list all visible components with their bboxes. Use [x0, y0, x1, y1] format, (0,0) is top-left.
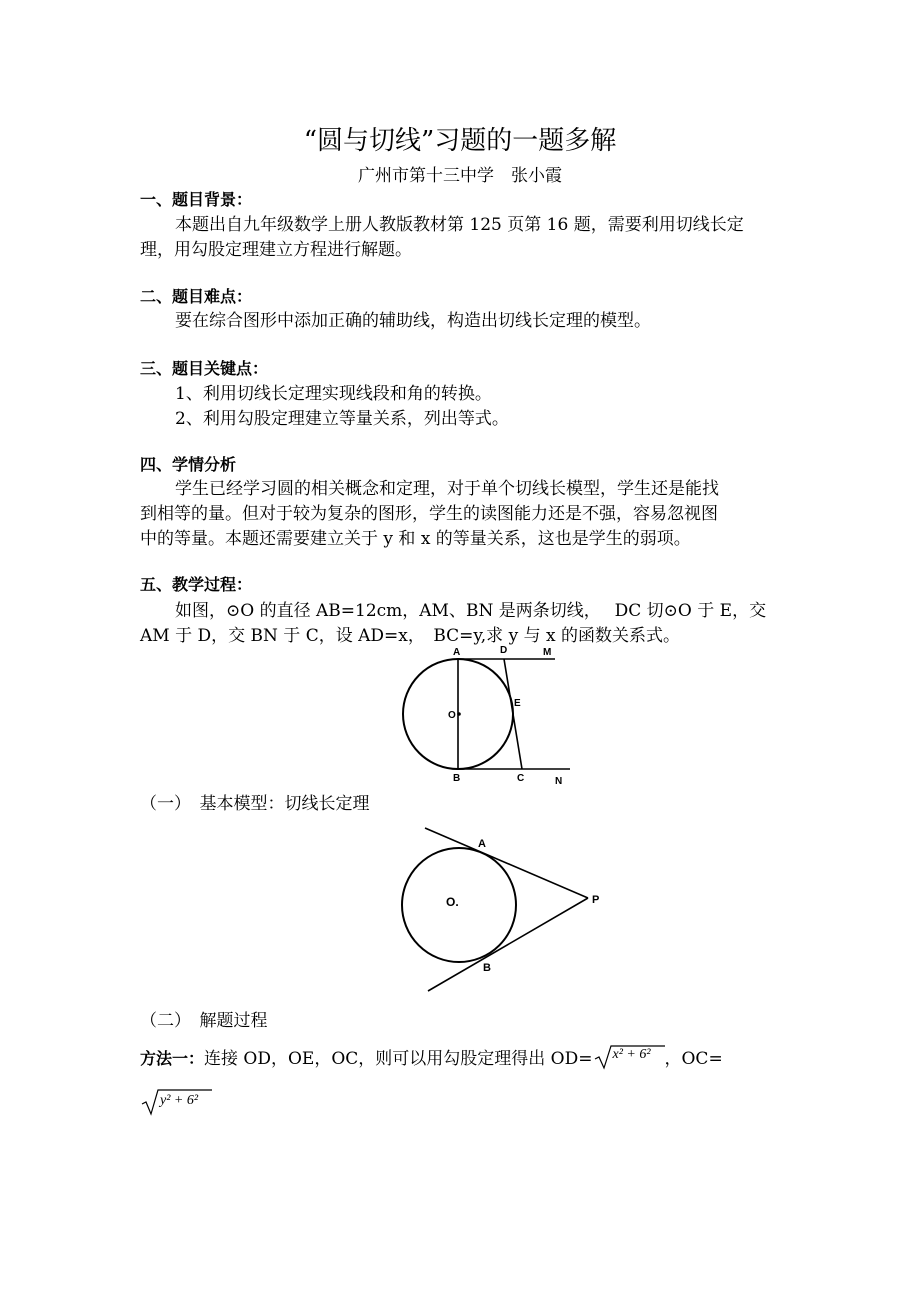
- method-1-label: 方法一：: [140, 1049, 205, 1068]
- section-2-heading: 二、题目难点：: [140, 287, 253, 306]
- circle-o-model: [402, 848, 516, 962]
- author-line: 广州市第十三中学 张小霞: [358, 166, 562, 186]
- label-o: O: [448, 710, 456, 721]
- label-d: D: [500, 645, 508, 656]
- method-1-text: 连接 OD，OE，OC，则可以用勾股定理得出 OD=: [204, 1049, 593, 1069]
- section-4-heading: 四、学情分析: [140, 455, 237, 474]
- tangent-dc: [504, 659, 522, 769]
- section-1-line-2: 理，用勾股定理建立方程进行解题。: [140, 240, 412, 260]
- section-3-item-1: 1、利用切线长定理实现线段和角的转换。: [175, 384, 492, 404]
- formula-od-radicand: x² + 6²: [612, 1047, 651, 1062]
- section-4-line-2: 到相等的量。但对于较为复杂的图形，学生的读图能力还是不强，容易忽视图: [140, 504, 718, 524]
- label-m: M: [543, 647, 552, 658]
- section-5-line-1: 如图，⊙O 的直径 AB=12cm，AM、BN 是两条切线， DC 切⊙O 于 E，交: [175, 601, 767, 621]
- formula-oc: [140, 1088, 212, 1121]
- formula-oc-root: [140, 1088, 212, 1121]
- tangent-pb: [428, 898, 588, 991]
- tangent-pa: [425, 828, 588, 898]
- label-p-model: P: [592, 894, 600, 906]
- section-4-line-3: 中的等量。本题还需要建立关于 y 和 x 的等量关系，这也是学生的弱项。: [140, 529, 691, 549]
- label-e: E: [514, 698, 521, 709]
- subsection-1-title: （一） 基本模型：切线长定理: [140, 794, 370, 814]
- page-title: “圆与切线”习题的一题多解: [303, 126, 617, 156]
- label-a: A: [453, 647, 461, 658]
- label-n: N: [555, 776, 563, 787]
- method-1-line: [140, 1044, 723, 1070]
- section-3-heading: 三、题目关键点：: [140, 359, 269, 378]
- section-3-item-2: 2、利用勾股定理建立等量关系，列出等式。: [175, 409, 509, 429]
- formula-oc-radicand: y² + 6²: [160, 1093, 199, 1108]
- section-4-line-1: 学生已经学习圆的相关概念和定理，对于单个切线长模型，学生还是能找: [175, 479, 719, 499]
- figure-tangent-length-model: [395, 820, 610, 1000]
- section-1-heading: 一、题目背景：: [140, 190, 253, 209]
- label-a-model: A: [478, 838, 486, 850]
- formula-od: [593, 1044, 665, 1070]
- subsection-2-title: （二） 解题过程: [140, 1011, 268, 1031]
- label-o-model: O.: [446, 895, 459, 909]
- method-1-mid: ，OC=: [664, 1049, 723, 1069]
- label-c: C: [517, 773, 525, 784]
- section-1-line-1: 本题出自九年级数学上册人教版教材第 125 页第 16 题，需要利用切线长定: [175, 215, 744, 235]
- section-5-line-2: AM 于 D，交 BN 于 C，设 AD=x， BC=y,求 y 与 x 的函数关系式。: [140, 626, 680, 646]
- label-b-model: B: [483, 962, 491, 974]
- section-2-line-1: 要在综合图形中添加正确的辅助线，构造出切线长定理的模型。: [175, 311, 651, 331]
- label-b: B: [453, 773, 461, 784]
- center-point-o: [457, 712, 461, 716]
- section-5-heading: 五、教学过程：: [140, 575, 253, 594]
- figure-tangent-problem: [395, 640, 585, 788]
